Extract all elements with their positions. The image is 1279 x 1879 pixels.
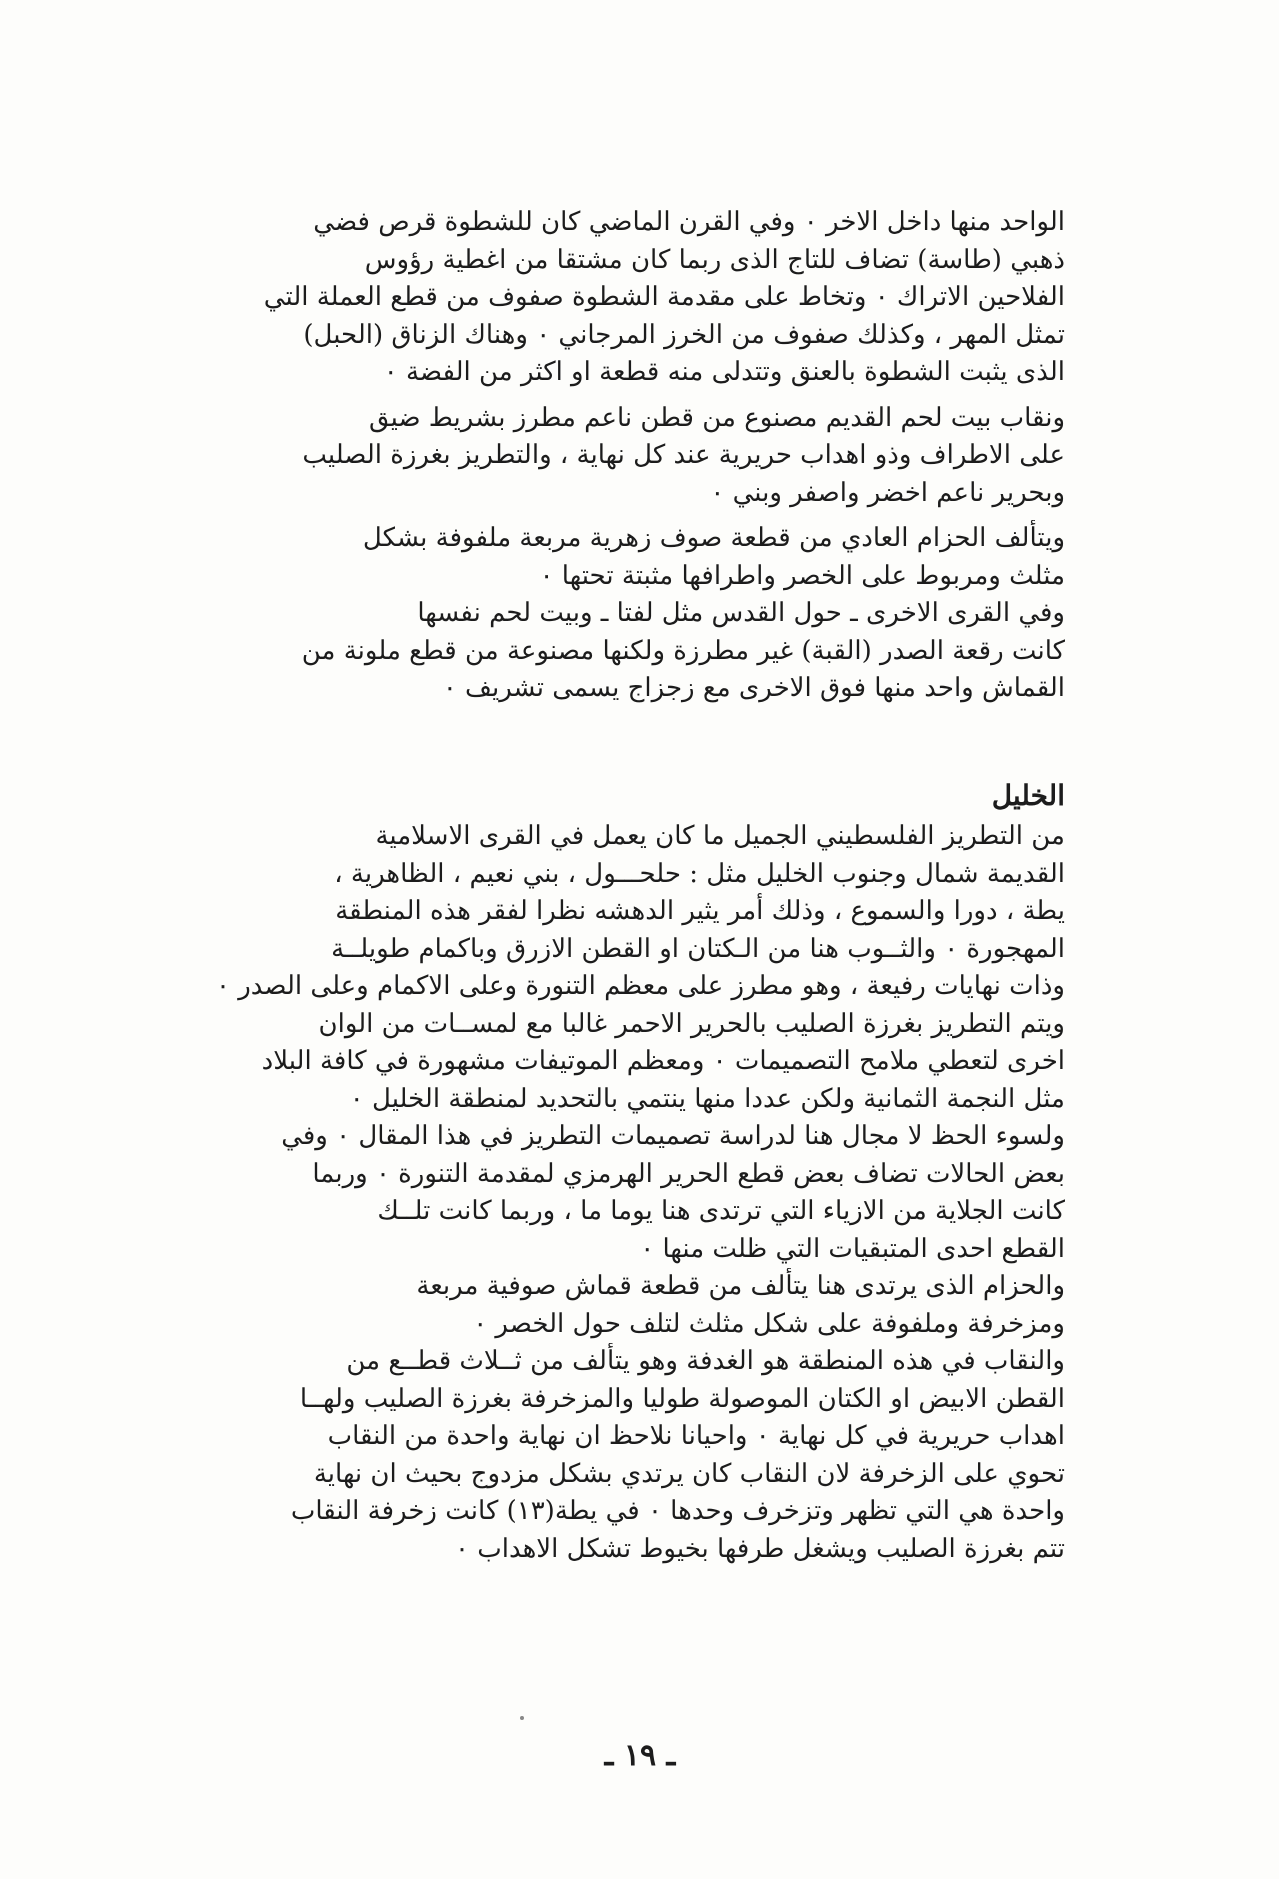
text-block-upper — [205, 204, 1065, 708]
paragraph-hebron-belt — [205, 1268, 1065, 1343]
text-line: واحدة هي التي تظهر وتزخرف وحدها ٠ في يطة(١٣) كانت زخرفة النقاب — [290, 1496, 1065, 1526]
section-heading-hebron: الخليل — [991, 779, 1065, 812]
text-line: الواحد منها داخل الاخر ٠ وفي القرن الماضي كان للشطوة قرص فضي — [313, 207, 1065, 237]
text-line: القديمة شمال وجنوب الخليل مثل : حلحـــول ، بني نعيم ، الظاهرية ، — [334, 858, 1065, 889]
text-line: ومزخرفة وملفوفة على شكل مثلث لتلف حول الخصر ٠ — [473, 1308, 1065, 1339]
paragraph-hebron-embroidery — [205, 818, 1065, 1268]
page-number: ـ ١٩ ـ — [604, 1738, 676, 1773]
text-line: كانت الجلاية من الازياء التي ترتدى هنا يوما ما ، وربما كانت تلــك — [377, 1196, 1065, 1226]
text-block-lower — [205, 818, 1065, 1568]
text-line: كانت رقعة الصدر (القبة) غير مطرزة ولكنها مصنوعة من قطع ملونة من — [301, 635, 1065, 666]
text-line: وبحرير ناعم اخضر واصفر وبني ٠ — [710, 477, 1065, 508]
text-line: والحزام الذى يرتدى هنا يتألف من قطعة قماش صوفية مربعة — [416, 1271, 1065, 1301]
text-line: مثل النجمة الثمانية ولكن عددا منها ينتمي بالتحديد لمنطقة الخليل ٠ — [349, 1083, 1065, 1114]
text-line: بعض الحالات تضاف بعض قطع الحرير الهرمزي لمقدمة التنورة ٠ وربما — [312, 1158, 1065, 1189]
paragraph-belt — [205, 520, 1065, 595]
text-line: وفي القرى الاخرى ـ حول القدس مثل لفتا ـ وبيت لحم نفسها — [417, 598, 1065, 628]
text-line: ولسوء الحظ لا مجال هنا لدراسة تصميمات التطريز في هذا المقال ٠ وفي — [281, 1121, 1065, 1151]
paragraph-shatwa — [205, 204, 1065, 392]
text-line: القطع احدى المتبقيات التي ظلت منها ٠ — [640, 1233, 1065, 1264]
scan-speck — [520, 1716, 524, 1720]
text-line: اخرى لتعطي ملامح التصميمات ٠ ومعظم الموتيفات مشهورة في كافة البلاد — [261, 1046, 1065, 1076]
text-line: وذات نهايات رفيعة ، وهو مطرز على معظم التنورة وعلى الاكمام وعلى الصدر ٠ — [216, 971, 1065, 1001]
text-line: على الاطراف وذو اهداب حريرية عند كل نهاية ، والتطريز بغرزة الصليب — [302, 440, 1065, 470]
text-line: تتم بغرزة الصليب ويشغل طرفها بخيوط تشكل الاهداب ٠ — [455, 1533, 1065, 1564]
text-line: من التطريز الفلسطيني الجميل ما كان يعمل في القرى الاسلامية — [375, 821, 1065, 851]
text-line: ونقاب بيت لحم القديم مصنوع من قطن ناعم مطرز بشريط ضيق — [368, 402, 1065, 433]
text-line: ذهبي (طاسة) تضاف للتاج الذى ربما كان مشتقا من اغطية رؤوس — [364, 244, 1065, 275]
text-line: تحوي على الزخرفة لان النقاب كان يرتدي بشكل مزدوج بحيث ان نهاية — [313, 1458, 1065, 1489]
text-line: الذى يثبت الشطوة بالعنق وتتدلى منه قطعة او اكثر من الفضة ٠ — [383, 357, 1065, 387]
text-line: اهداب حريرية في كل نهاية ٠ واحيانا نلاحظ ان نهاية واحدة من النقاب — [327, 1421, 1065, 1451]
text-line: والنقاب في هذه المنطقة هو الغدفة وهو يتألف من ثــلاث قطــع من — [346, 1346, 1065, 1376]
paragraph-other-villages — [205, 595, 1065, 708]
paragraph-bethlehem-veil — [205, 400, 1065, 513]
text-line: تمثل المهر ، وكذلك صفوف من الخرز المرجاني ٠ وهناك الزناق (الحبل) — [303, 319, 1065, 350]
text-line: المهجورة ٠ والثــوب هنا من الـكتان او القطن الازرق وباكمام طويلــة — [331, 933, 1065, 964]
text-line: ويتم التطريز بغرزة الصليب بالحرير الاحمر غالبا مع لمســات من الوان — [318, 1008, 1065, 1039]
paragraph-hebron-veil — [205, 1343, 1065, 1568]
text-line: يطة ، دورا والسموع ، وذلك أمر يثير الدهشه نظرا لفقر هذه المنطقة — [335, 896, 1065, 926]
text-line: القطن الابيض او الكتان الموصولة طوليا والمزخرفة بغرزة الصليب ولهــا — [299, 1383, 1065, 1414]
text-line: ويتألف الحزام العادي من قطعة صوف زهرية مربعة ملفوفة بشكل — [362, 523, 1065, 553]
text-line: مثلث ومربوط على الخصر واطرافها مثبتة تحتها ٠ — [539, 560, 1065, 591]
text-line: القماش واحد منها فوق الاخرى مع زجزاج يسمى تشريف ٠ — [442, 673, 1065, 703]
text-line: الفلاحين الاتراك ٠ وتخاط على مقدمة الشطوة صفوف من قطع العملة التي — [263, 282, 1065, 312]
